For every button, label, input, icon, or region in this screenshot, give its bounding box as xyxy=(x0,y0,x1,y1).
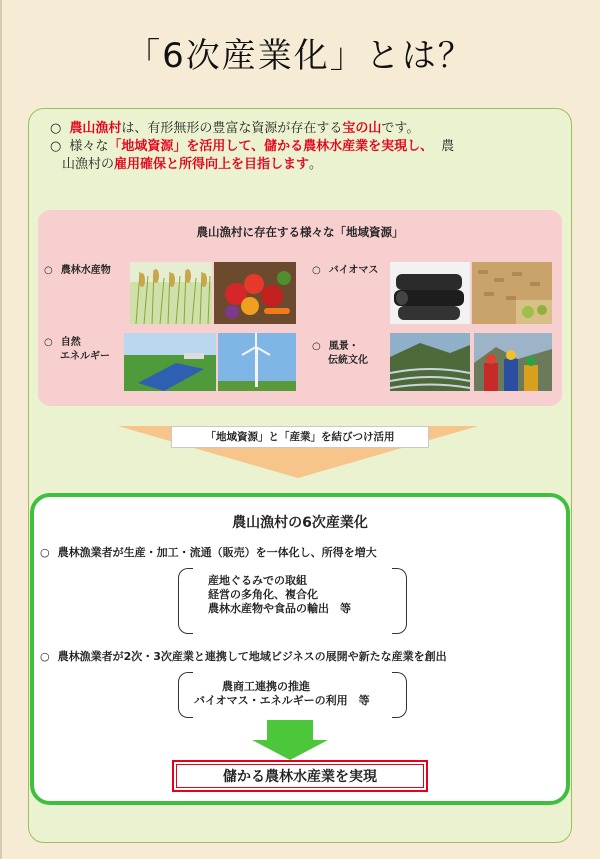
sub-item: 農林水産物や食品の輸出 等 xyxy=(208,602,351,615)
resource-item-landscape xyxy=(312,340,368,368)
six-title: 農山漁村の6次産業化 xyxy=(232,515,368,531)
emphasis-text: 「地域資源」を活用して、儲かる農林水産業を実現し、 xyxy=(108,139,434,154)
result-text: 儲かる農林水産業を実現 xyxy=(176,764,424,788)
bullet: ○ xyxy=(312,341,321,352)
body-text: 様々な xyxy=(69,139,109,154)
resource-label: 自然 xyxy=(60,337,81,348)
bullet: ○ xyxy=(50,121,62,136)
resource-label: 伝統文化 xyxy=(328,355,368,366)
wind-turbine-photo xyxy=(218,333,296,391)
point-text: 農林漁業者が2次・3次産業と連携して地域ビジネスの展開や新たな産業を創出 xyxy=(57,650,447,663)
bracket-left xyxy=(178,672,193,718)
body-text: は、有形無形の豊富な資源が存在する xyxy=(121,121,343,136)
result-arrow-head xyxy=(252,740,328,760)
bracket-left xyxy=(178,568,193,634)
sub-list-1 xyxy=(208,574,351,616)
point-text: 農林漁業者が生産・加工・流通（販売）を一体化し、所得を増大 xyxy=(57,546,377,559)
traditional-festival-photo xyxy=(474,333,552,391)
resource-label: 風景・ xyxy=(328,341,359,352)
intro-text xyxy=(50,120,560,174)
wood-pellets-photo xyxy=(472,262,552,324)
terraced-field-photo xyxy=(390,333,470,391)
resource-item-biomass xyxy=(312,264,378,278)
result-arrow-shaft xyxy=(267,720,313,742)
resource-label: 農林水産物 xyxy=(60,265,111,276)
point-2 xyxy=(40,648,447,664)
body-text: 山漁村の xyxy=(62,157,115,172)
body-text: です。 xyxy=(381,121,420,136)
point-1 xyxy=(40,544,377,560)
sub-item: 農商工連携の推進 xyxy=(222,680,310,693)
resource-item-energy xyxy=(44,336,110,364)
bracket-right xyxy=(392,568,407,634)
resource-label: バイオマス xyxy=(328,265,379,276)
resources-title: 農山漁村に存在する様々な「地域資源」 xyxy=(196,225,404,239)
result-box xyxy=(172,760,428,792)
bullet: ○ xyxy=(44,265,53,276)
solar-farm-photo xyxy=(124,333,216,391)
intro-line-1 xyxy=(50,120,560,138)
emphasis-text: 宝の山 xyxy=(342,121,382,136)
resource-label: エネルギー xyxy=(60,351,110,362)
intro-line-3 xyxy=(50,156,560,174)
sub-item: 産地ぐるみでの取組 xyxy=(208,574,307,587)
vegetables-photo xyxy=(214,262,296,324)
page-title: 「6次産業化」とは？ xyxy=(126,36,474,76)
bracket-right xyxy=(392,672,407,718)
bullet: ○ xyxy=(44,337,53,348)
sub-list-2 xyxy=(194,680,370,708)
body-text: 農 xyxy=(441,139,455,154)
body-text: 。 xyxy=(309,157,323,172)
bullet: ○ xyxy=(312,265,321,276)
bullet: ○ xyxy=(50,139,62,154)
bullet: ○ xyxy=(40,650,50,663)
emphasis-text: 雇用確保と所得向上を目指します xyxy=(114,157,310,172)
bullet: ○ xyxy=(40,546,50,559)
emphasis-text: 農山漁村 xyxy=(69,121,122,136)
rice-field-photo xyxy=(130,262,212,324)
resource-item-agri xyxy=(44,264,111,278)
link-label: 「地域資源」と「産業」を結びつけ活用 xyxy=(171,426,429,448)
sub-item: バイオマス・エネルギーの利用 等 xyxy=(194,694,370,707)
sub-item: 経営の多角化、複合化 xyxy=(208,588,318,601)
charcoal-photo xyxy=(390,262,470,324)
intro-line-2 xyxy=(50,138,560,156)
